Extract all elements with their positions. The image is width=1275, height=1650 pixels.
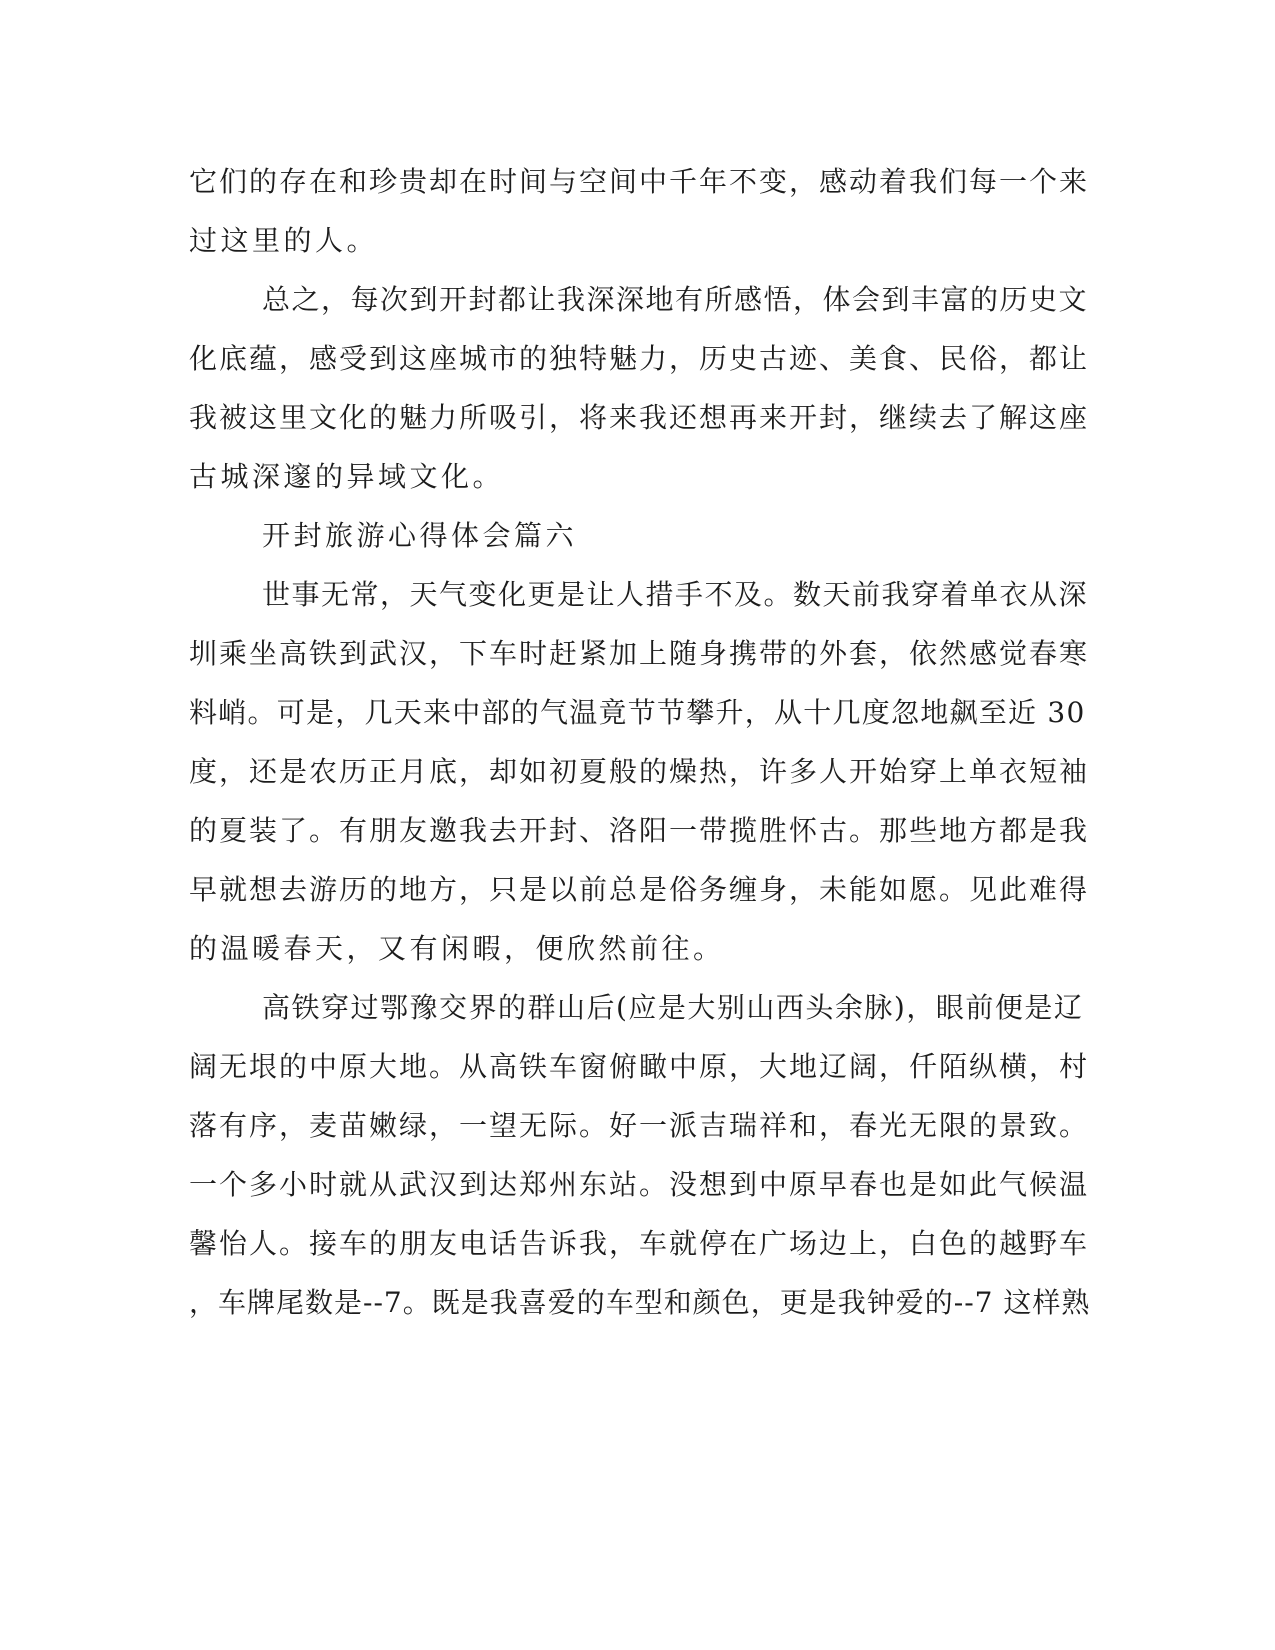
text-line: 我被这里文化的魅力所吸引，将来我还想再来开封，继续去了解这座 — [189, 401, 1090, 434]
text-line: 料峭。可是，几天来中部的气温竟节节攀升，从十几度忽地飙至近 30 — [189, 696, 1086, 729]
text-line: 早就想去游历的地方，只是以前总是俗务缠身，未能如愿。见此难得 — [189, 873, 1090, 906]
text-line: 古城深邃的异域文化。 — [189, 460, 505, 493]
text-line: 度，还是农历正月底，却如初夏般的燥热，许多人开始穿上单衣短袖 — [189, 755, 1090, 788]
text-line: ，车牌尾数是--7。既是我喜爱的车型和颜色，更是我钟爱的--7 这样熟 — [189, 1286, 1091, 1319]
text-line: 过这里的人。 — [189, 224, 379, 257]
text-line: 落有序，麦苗嫩绿，一望无际。好一派吉瑞祥和，春光无限的景致。 — [189, 1109, 1090, 1142]
text-line: 馨怡人。接车的朋友电话告诉我，车就停在广场边上，白色的越野车 — [189, 1227, 1090, 1260]
paragraph-first-line: 高铁穿过鄂豫交界的群山后(应是大别山西头余脉)，眼前便是辽 — [262, 991, 1084, 1024]
paragraph-first-line: 世事无常，天气变化更是让人措手不及。数天前我穿着单衣从深 — [262, 578, 1089, 611]
text-line: 它们的存在和珍贵却在时间与空间中千年不变，感动着我们每一个来 — [189, 165, 1090, 198]
text-line: 阔无垠的中原大地。从高铁车窗俯瞰中原，大地辽阔，仟陌纵横，村 — [189, 1050, 1090, 1083]
text-line: 一个多小时就从武汉到达郑州东站。没想到中原早春也是如此气候温 — [189, 1168, 1090, 1201]
text-line: 圳乘坐高铁到武汉，下车时赶紧加上随身携带的外套，依然感觉春寒 — [189, 637, 1090, 670]
section-heading: 开封旅游心得体会篇六 — [262, 519, 578, 552]
paragraph-first-line: 总之，每次到开封都让我深深地有所感悟，体会到丰富的历史文 — [262, 283, 1089, 316]
text-line: 的夏装了。有朋友邀我去开封、洛阳一带揽胜怀古。那些地方都是我 — [189, 814, 1090, 847]
text-line: 的温暖春天，又有闲暇，便欣然前往。 — [189, 932, 725, 965]
text-line: 化底蕴，感受到这座城市的独特魅力，历史古迹、美食、民俗，都让 — [189, 342, 1090, 375]
